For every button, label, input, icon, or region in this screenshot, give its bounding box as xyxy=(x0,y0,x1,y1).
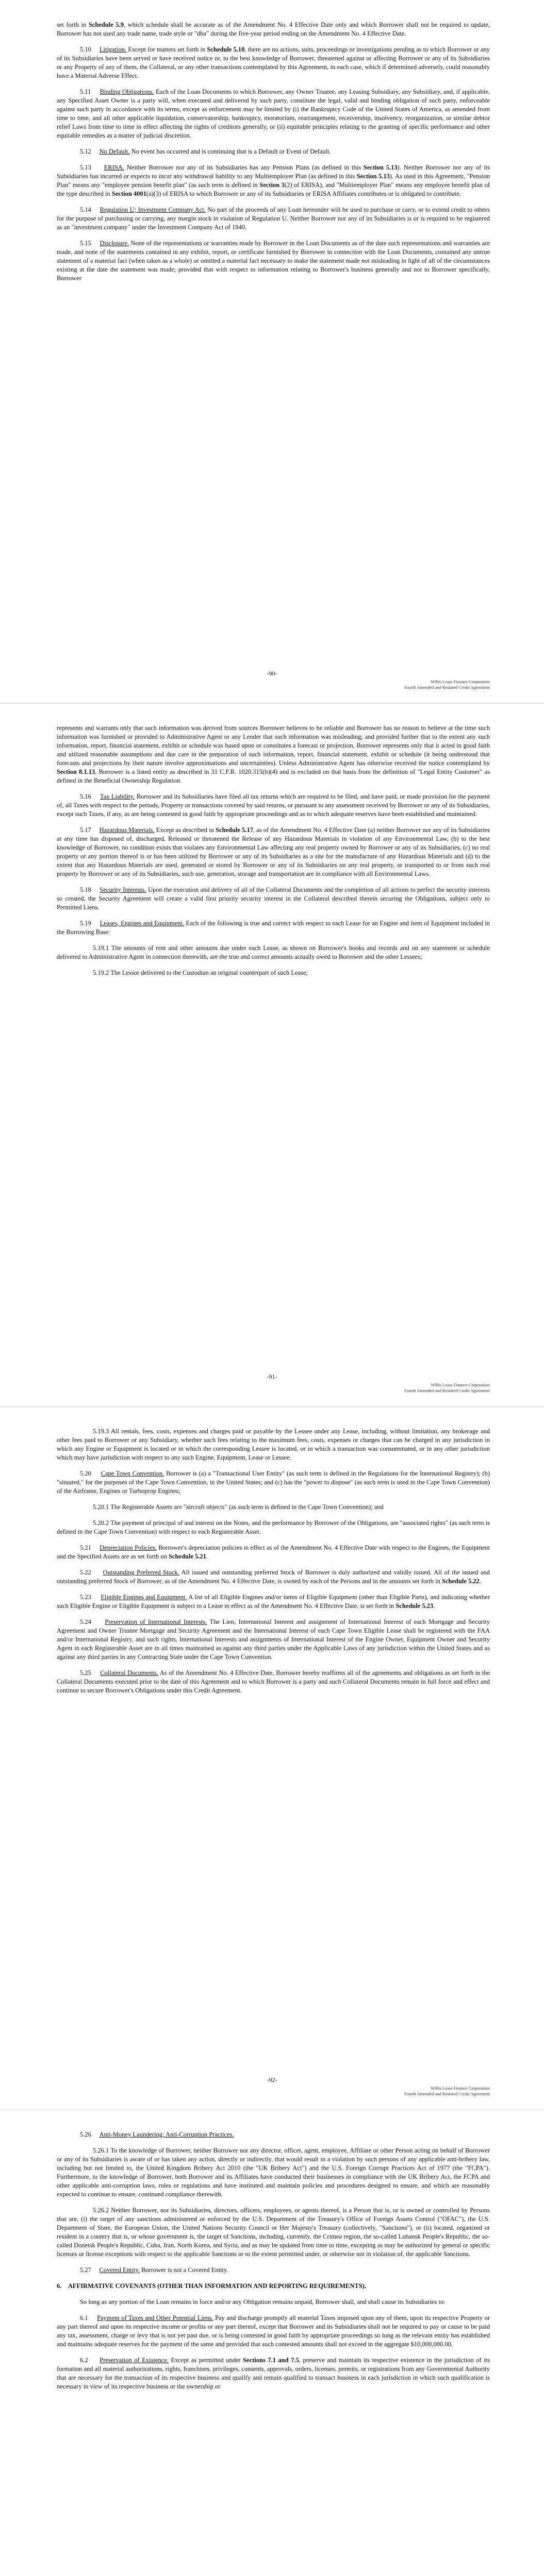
page-number: -91- xyxy=(267,1373,277,1380)
paragraph xyxy=(57,2298,490,2307)
paragraph-text: 5.20.2 The payment of principal of and interest on the Notes, and the performance by Borrower of the Obligations, are "associated rights" (as such term is defined in the Cape Town Convention) with respect to each Registerable Asset. xyxy=(57,1519,490,1535)
page-footer xyxy=(404,679,490,690)
section-number: 5.26 xyxy=(80,2131,91,2138)
paragraph-text: A list of all Eligible Engines and/or items of Eligible Equipment (other than Eligible Parts), and indicating whether such Eligible Engine or Eligible Equipment is subject to a Lease in effect as of the Amendment No. 4 Effective Date, is set forth in Schedule 5.23. xyxy=(57,1594,490,1609)
section-title: Depreciation Policies. xyxy=(100,1544,157,1551)
page-footer xyxy=(404,2086,490,2097)
section-title: Anti-Money Laundering; Anti-Corruption Practices. xyxy=(99,2131,234,2138)
page-body xyxy=(57,2130,490,2398)
page-separator xyxy=(0,703,544,704)
document-page xyxy=(0,2110,544,2576)
paragraph xyxy=(57,1519,490,1536)
paragraph-text: Each of the following is true and correct with respect to each Lease for an Engine and item of Equipment included in the Borrowing Base: xyxy=(57,920,490,936)
section-number: 5.13 xyxy=(80,164,91,171)
paragraph-text: 5.19.3 All rentals, fees, costs, expenses and charges paid or payable by the Lessee under any Lease, including, without limitation, any brokerage and other fees paid to Borrower or any Subsidiary, whether such fees relating to the maximum fees, costs, expenses or charges that can be charged in any jurisdiction in which any Engine or Equipment is located or in which the corresponding Lessee is located, or in which a transaction was consummated, or in any other jurisdiction which may have jurisdiction with respect to any such Engine, Equipment, Lease or Lessee. xyxy=(57,1428,490,1461)
paragraph-text: 5.26.1 To the knowledge of Borrower, neither Borrower nor any director, officer, agent, employee, Affiliate or other Person acting on behalf of Borrower or any of its Subsidiaries is aware of or has taken any action, directly or indirectly, that would result in a violation by such persons of any applicable anti-bribery law, including but not limited to, the United Kingdom Bribery Act 2010 (the "UK Bribery Act") and the U.S. Foreign Corrupt Practices Act of 1977 (the "FCPA"). Furthermore, to the knowledge of Borrower, both Borrower and its Affiliates have conducted their businesses in compliance with the UK Bribery Act, the FCPA and other applicable anti-corruption laws, rules or regulations and have instituted and maintain policies and procedures designed to ensure, and which are reasonably expected to continue to ensure, continued compliance therewith. xyxy=(57,2147,490,2198)
section-number: 5.25 xyxy=(80,1669,91,1676)
paragraph xyxy=(57,2206,490,2259)
section-title: Disclosure. xyxy=(100,240,129,247)
section-number: 5.21 xyxy=(80,1544,91,1551)
footer-company: Willis Lease Finance Corporation xyxy=(431,2086,490,2091)
section-title: Payment of Taxes and Other Potential Liens. xyxy=(97,2314,213,2321)
section-number: 5.19 xyxy=(80,920,91,927)
section-number: 5.20 xyxy=(80,1470,91,1477)
paragraph xyxy=(57,724,490,785)
paragraph xyxy=(57,919,490,937)
paragraph-text: Each of the Loan Documents to which Borrower, any Owner Trustee, any Leasing Subsidiary, any Subsidiary, and, if applicable, any Specified Asset Owner is a party will, when executed and delivered by such party, constitute the legal, valid and binding obligation of such party, enforceable against such party in accordance with its terms, except as enforcement may be limited by (i) the Bankruptcy Code of the United States of America, as amended from time to time, and all other applicable liquidation, conservatorship, bankruptcy, moratorium, rearrangement, receivership, insolvency, reorganization, or similar debtor relief Laws from time to time in effect affecting the rights of creditors generally, or (ii) equitable principles relating to the granting of specific performance and other equitable remedies as a matter of judicial discretion. xyxy=(57,88,490,139)
paragraph xyxy=(57,163,490,198)
paragraph-text: As of the Amendment No. 4 Effective Date, Borrower hereby reaffirms all of the agreements and obligations as set forth in the Collateral Documents executed prior to the date of this Agreement and to which Borrower is a party and such Collateral Documents remain in full force and effect and continue to secure Borrower's Obligations under this Credit Agreement. xyxy=(57,1669,490,1694)
paragraph-text: Borrower is (a) a "Transactional User Entity" (as such term is defined in the Regulations for the International Registry); (b) "situated," for the purposes of the Cape Town Convention, in the United States; and (c) has the "power to dispose" (as such term is used in the Cape Town Convention) of the Airframe, Engines or Turboprop Engines; xyxy=(57,1470,490,1495)
section-title: Binding Obligations. xyxy=(100,88,154,95)
footer-agreement: Fourth Amended and Restated Credit Agreement xyxy=(404,685,490,690)
document-page xyxy=(0,0,544,703)
paragraph-text: Except as permitted under Sections 7.1 and 7.5, preserve and maintain its respective existence in the jurisdiction of its formation and all material authorizations, rights, franchises, privileges, consents, approvals, orders, licenses, permits, or registrations from any Governmental Authority that are necessary for the transaction of its respective business and qualify and remain qualified to transact business in each jurisdiction in which such qualification is necessary in view of its respective business or the ownership or xyxy=(57,2357,490,2390)
document-page xyxy=(0,703,544,1406)
section-title: Preservation of International Interests. xyxy=(105,1618,207,1625)
section-title: AFFIRMATIVE COVENANTS (OTHER THAN INFORMATION AND REPORTING REQUIREMENTS). xyxy=(68,2282,366,2290)
section-title: Regulation U; Investment Company Act. xyxy=(100,206,206,213)
paragraph xyxy=(57,886,490,912)
paragraph xyxy=(57,2130,490,2139)
paragraph xyxy=(57,2314,490,2349)
section-title: No Default. xyxy=(99,148,130,155)
paragraph xyxy=(57,1503,490,1512)
paragraph xyxy=(57,1469,490,1496)
paragraph xyxy=(57,944,490,961)
page-number: -90- xyxy=(267,670,277,677)
paragraph xyxy=(57,1427,490,1462)
section-title: Eligible Engines and Equipment. xyxy=(101,1594,187,1601)
paragraph xyxy=(57,88,490,140)
section-title: Cape Town Convention. xyxy=(101,1470,164,1477)
paragraph xyxy=(57,45,490,80)
paragraph xyxy=(57,969,490,977)
footer-company: Willis Lease Finance Corporation xyxy=(431,1382,490,1387)
paragraph-text: 5.19.1 The amounts of rent and other amounts due under each Lease, as shown on Borrower's books and records and on any statement or schedule delivered to Administrative Agent in connection therewith, are the true and correct amounts actually owed to Borrower and the other Lessees; xyxy=(57,944,490,960)
paragraph-text: set forth in Schedule 5.9, which schedule shall be accurate as of the Amendment No. 4 Effective Date only and which Borrower shall not be required to update, Borrower has not used any trade name, trade style or "dba" during the five-year period ending on the Amendment No. 4 Effective Date. xyxy=(57,21,490,37)
paragraph xyxy=(57,147,490,156)
section-number: 6.2 xyxy=(80,2357,88,2364)
paragraph-text: Pay and discharge promptly all material Taxes imposed upon any of them, upon its respective Property or any part thereof and upon its respective income or profits or any part thereof, except that Borrower and its Subsidiaries shall not be required to pay or cause to be paid any tax, assessment, charge or levy that is not yet past due, or is being contested in good faith by appropriate proceedings so long as the relevant entity has established and maintains adequate reserves for the payment of the same and provided that such contested amounts shall not exceed in the aggregate $10,000,000.00. xyxy=(57,2314,490,2348)
section-title: Preservation of Existence. xyxy=(100,2357,169,2364)
section-title: Tax Liability. xyxy=(100,793,135,800)
paragraph-text: Neither Borrower nor any of its Subsidiaries has any Pension Plans (as defined in this Section 5.13). Neither Borrower nor any of its Subsidiaries has incurred or expects to incur any withdrawal liability to any Multiemployer Plan (as defined in this Section 5.13). As used in this Agreement, "Pension Plan" means any "employee pension benefit plan" (as such term is defined in Section 3(2) of ERISA), and "Multiemployer Plan" means any employee benefit plan of the type described in Section 4001(a)(3) of ERISA to which Borrower or any of its Subsidiaries or ERISA Affiliates contributes or is obligated to contribute. xyxy=(57,164,490,197)
paragraph-text: All issued and outstanding preferred Stock of Borrower is duly authorized and validly issued. All of the issued and outstanding preferred Stock of Borrower, as of the Amendment No. 4 Effective Date, is owned by each of the Persons and in the amounts set forth in Schedule 5.22. xyxy=(57,1569,490,1585)
section-number: 5.12 xyxy=(80,148,91,155)
paragraph xyxy=(57,239,490,283)
paragraph xyxy=(57,2356,490,2391)
paragraph-text: None of the representations or warranties made by Borrower in the Loan Documents as of the date such representations and warranties are made, and none of the statements contained in any exhibit, report, or certificate furnished by Borrower in connection with the Loan Documents, contained any untrue statement of a material fact (when taken as a whole) or omitted a material fact necessary to make the statement made not misleading in light of all of the circumstances existing at the date the statement was made; provided that with respect to information relating to Borrower's business generally and not to Borrower specifically, Borrower xyxy=(57,240,490,282)
page-body xyxy=(57,1427,490,1702)
footer-agreement: Fourth Amended and Restated Credit Agreement xyxy=(404,2091,490,2096)
section-number: 5.27 xyxy=(80,2266,91,2274)
section-number: 5.11 xyxy=(80,88,91,95)
paragraph xyxy=(57,2266,490,2275)
paragraph xyxy=(57,1669,490,1695)
section-number: 5.18 xyxy=(80,886,91,893)
paragraph xyxy=(57,1593,490,1611)
footer-agreement: Fourth Amended and Restated Credit Agreement xyxy=(404,1388,490,1393)
paragraph-text: Borrower is not a Covered Entity. xyxy=(141,2266,228,2274)
paragraph-text: Borrower and its Subsidiaries have filed all tax returns which are required to be filed, and have paid, or made provision for the payment of, all Taxes with respect to the periods, Property or transactions covered by said returns, or pursuant to any assessment received by Borrower or any of its Subsidiaries, except such Taxes, if any, as are being contested in good faith by appropriate proceedings and as to which adequate reserves have been established and maintained. xyxy=(57,793,490,818)
paragraph-text: Except for matters set forth in Schedule 5.10, there are no actions, suits, proceedings or investigations pending as to which Borrower or any of its Subsidiaries have been served or have received notice or, to the best knowledge of Borrower, threatened against or affecting Borrower or any of its Subsidiaries or any Property of any of them, the Collateral, or any other transactions contemplated by this Agreement, in each case, which if determined adversely, could reasonably have a Material Adverse Effect. xyxy=(57,46,490,79)
paragraph-text: Except as described in Schedule 5.17, as of the Amendment No. 4 Effective Date (a) neither Borrower nor any of its Subsidiaries at any time has disposed of, discharged, Released or threatened the Release of any Hazardous Materials in violation of any Environmental Law, (b) to the best knowledge of Borrower, no condition exists that violates any Environmental Law affecting any real property owned by Borrower or any of its Subsidiaries, (c) no real property or any portion thereof is or has been utilized by Borrower or any of its Subsidiaries as a site for the manufacture of any Hazardous Materials and (d) to the extent that any Hazardous Materials are used, generated or stored by Borrower or any of its Subsidiaries on any real property, or transported to or from such real property by Borrower or any of its Subsidiaries, such use, generation, storage and transportation are in compliance with all Environmental Laws. xyxy=(57,826,490,877)
paragraph-text: Borrower's depreciation policies in effect as of the Amendment No. 4 Effective Date with respect to the Engines, the Equipment and the Specified Assets are as set forth on Schedule 5.21. xyxy=(57,1544,490,1560)
section-number: 5.10 xyxy=(80,46,91,53)
paragraph-text: No event has occurred and is continuing that is a Default or Event of Default. xyxy=(131,148,331,155)
section-number: 5.15 xyxy=(80,240,91,247)
section-title: Hazardous Materials. xyxy=(99,826,155,834)
page-number: -92- xyxy=(267,2076,277,2083)
page-body xyxy=(57,21,490,290)
section-title: Litigation. xyxy=(99,46,127,53)
section-title: Covered Entity. xyxy=(99,2266,140,2274)
section-number: 6. xyxy=(57,2282,62,2290)
section-number: 5.23 xyxy=(80,1594,91,1601)
page-body xyxy=(57,724,490,985)
section-title: Security Interests. xyxy=(100,886,146,893)
section-heading xyxy=(57,2282,490,2291)
section-number: 5.17 xyxy=(80,826,91,834)
section-number: 6.1 xyxy=(80,2314,88,2321)
paragraph xyxy=(57,206,490,232)
paragraph xyxy=(57,1544,490,1561)
section-title: Outstanding Preferred Stock. xyxy=(103,1569,179,1576)
footer-company: Willis Lease Finance Corporation xyxy=(431,679,490,684)
section-number: 5.14 xyxy=(80,206,91,213)
paragraph-text: 5.20.1 The Registerable Assets are "aircraft objects" (as such term is defined in the Cape Town Convention); and xyxy=(93,1503,384,1511)
paragraph xyxy=(57,826,490,878)
paragraph-text: Upon the execution and delivery of all of the Collateral Documents and the completion of all actions to perfect the security interests so created, the Security Agreement will create a valid first priority security interest in the Collateral described therein securing the Obligations, subject only to Permitted Liens. xyxy=(57,886,490,911)
section-number: 5.24 xyxy=(80,1618,91,1625)
paragraph-text: 5.19.2 The Lessor delivered to the Custodian an original counterpart of such Lease; xyxy=(93,969,308,976)
paragraph-text: represents and warrants only that such information was derived from sources Borrower believes to be reliable and Borrower has no reason to believe at the time such information was furnished or provided to Administrative Agent or any Lender that such information was misleading; and provided further that to the extent any such information, report, financial statement, exhibit or schedule was based upon or constitutes a forecast or projection, Borrower represents only that it acted in good faith and utilized reasonable assumptions and due care in the preparation of such information, report, financial statement, exhibit or schedule (it being understood that forecasts and projections by their nature involve approximations and uncertainties). Unless Administrative Agent has otherwise received the notice contemplated by Section 8.1.13, Borrower is a listed entity as described in 31 C.F.R. 1020.315(b)(4) and is excluded on that basis from the definition of "Legal Entity Customer" as defined in the Beneficial Ownership Regulation. xyxy=(57,724,490,784)
paragraph xyxy=(57,1568,490,1586)
paragraph-text: 5.26.2 Neither Borrower, nor its Subsidiaries, directors, officers, employees, or agents thereof, is a Person that is, or is owned or controlled by Persons that are, (i) the target of any sanctions administered or enforced by the U.S. Department of the Treasury's Office of Foreign Assets Control ("OFAC"), the U.S. Department of State, the European Union, the United Nations Security Council or Her Majesty's Treasury (collectively, "Sanctions"), or (ii) located, organized or resident in a country that is, or whose government is, the target of Sanctions, including, currently, the Crimea region, the so-called Luhansk People's Republic, the so-called Donetsk People's Republic, Cuba, Iran, North Korea, and Syria, and as may be updated from time to time, excepting as may be authorized by general or specific licenses or license exceptions with respect to the applicable Sanctions or to the extent permitted under, or otherwise not in violation of, the applicable Sanctions. xyxy=(57,2207,490,2258)
page-footer xyxy=(404,1382,490,1394)
paragraph-text: The Lien, International Interest and assignment of International Interest of each Mortgage and Security Agreement and Owner Trustee Mortgage and Security Agreement and the International Interest of each Cape Town Eligible Lease shall be registered with the FAA and/or International Registry, and such rights, International Interests and assignments of International Interest of the Engine Owner, Equipment Owner and Security Agent in each Registerable Asset are in all times maintained as against any third parties under the Applicable Laws of any jurisdiction within the United States and as against any third parties in any Contracting State under the Cape Town Convention. xyxy=(57,1618,490,1660)
page-separator xyxy=(0,1406,544,1407)
paragraph xyxy=(57,1618,490,1662)
paragraph xyxy=(57,2146,490,2199)
section-number: 5.16 xyxy=(80,793,91,800)
section-title: Leases, Engines and Equipment. xyxy=(100,920,185,927)
document-page xyxy=(0,1406,544,2110)
paragraph xyxy=(57,792,490,819)
paragraph-text: So long as any portion of the Loan remains in force and/or any Obligation remains unpaid, Borrower shall, and shall cause its Subsidiaries to: xyxy=(80,2298,446,2306)
section-number: 5.22 xyxy=(80,1569,91,1576)
section-title: Collateral Documents. xyxy=(100,1669,159,1676)
paragraph-text: No part of the proceeds of any Loan hereunder will be used to purchase or carry, or to extend credit to others for the purpose of purchasing or carrying, any margin stock in violation of Regulation U. Neither Borrower nor any of its Subsidiaries is or is required to be registered as an "investment company" under the Investment Company Act of 1940. xyxy=(57,206,490,231)
paragraph xyxy=(57,21,490,38)
section-title: ERISA. xyxy=(104,164,124,171)
